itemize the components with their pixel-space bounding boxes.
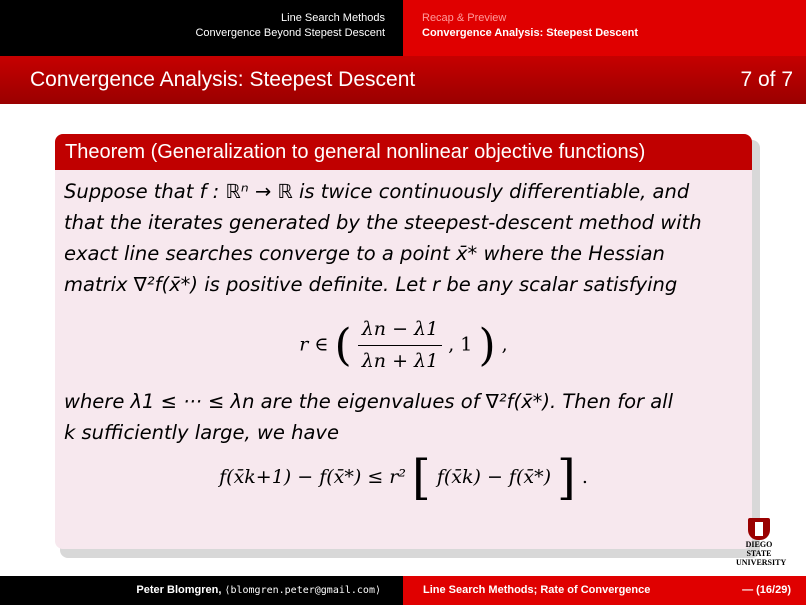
frame-page-number: 7 of 7 — [740, 68, 793, 91]
footer-email: ⟨blomgren.peter@gmail.com⟩ — [224, 585, 381, 596]
theorem-heading: Theorem (Generalization to general nonlinear objective functions) — [55, 134, 752, 170]
eq1-denominator: λn + λ1 — [361, 350, 439, 372]
eq1-right-paren: ) — [478, 320, 496, 371]
eq1-end: , — [501, 333, 508, 356]
footer-lecture-title: Line Search Methods; Rate of Convergence — [423, 584, 651, 596]
eq2-right-bracket: ] — [557, 449, 576, 506]
theorem-line-4: matrix ∇²f(x̄*) is positive definite. Let r be any scalar satisfying — [64, 273, 678, 296]
theorem-line-5: where λ1 ≤ ··· ≤ λn are the eigenvalues of ∇²f(x̄*). Then for all — [64, 390, 674, 413]
university-logo — [736, 518, 787, 568]
header-section-title[interactable]: Line Search Methods — [281, 12, 385, 24]
header-bar — [0, 0, 806, 56]
theorem-line-1: Suppose that f : ℝⁿ → ℝ is twice continuously differentiable, and — [64, 180, 690, 203]
equation-convergence-rate — [64, 449, 743, 522]
frame-title: Convergence Analysis: Steepest Descent — [30, 68, 416, 91]
eq1-fraction — [358, 314, 442, 377]
logo-text-line-2: UNIVERSITY — [736, 558, 787, 567]
theorem-block — [55, 134, 752, 549]
frame-title-bar — [0, 56, 806, 104]
eq1-left-paren: ( — [334, 320, 352, 371]
theorem-line-3: exact line searches converge to a point x̄* where the Hessian — [64, 242, 665, 265]
footer-author-block — [136, 584, 381, 596]
eq2-left-bracket: [ — [412, 449, 431, 506]
footer-author: Peter Blomgren, — [136, 584, 222, 596]
footer-left — [0, 576, 403, 605]
header-current-section[interactable]: Recap & Preview — [422, 12, 507, 24]
equation-r-interval — [64, 314, 743, 374]
eq1-suffix: , 1 — [448, 333, 473, 356]
theorem-line-2: that the iterates generated by the steepest-descent method with — [64, 211, 702, 234]
eq2-inner: f(x̄k) − f(x̄*) — [436, 466, 551, 488]
header-section-left[interactable] — [0, 0, 403, 56]
eq1-numerator: λn − λ1 — [358, 314, 442, 346]
footer-bar — [0, 576, 806, 605]
eq2-end: . — [581, 466, 588, 488]
header-subsection-title[interactable]: Convergence Beyond Stepest Descent — [195, 27, 385, 39]
theorem-line-6: k sufficiently large, we have — [64, 421, 339, 444]
footer-right — [403, 576, 806, 605]
university-shield-icon — [748, 518, 770, 540]
theorem-body — [55, 170, 752, 522]
header-section-right[interactable] — [403, 0, 806, 56]
eq1-prefix: r ∈ — [299, 333, 329, 356]
logo-text-line-1: DIEGO STATE — [745, 540, 773, 558]
footer-slide-number: — (16/29) — [742, 584, 791, 596]
eq2-left: f(x̄k+1) − f(x̄*) ≤ r² — [219, 466, 406, 488]
header-current-subsection[interactable]: Convergence Analysis: Steepest Descent — [422, 27, 639, 39]
